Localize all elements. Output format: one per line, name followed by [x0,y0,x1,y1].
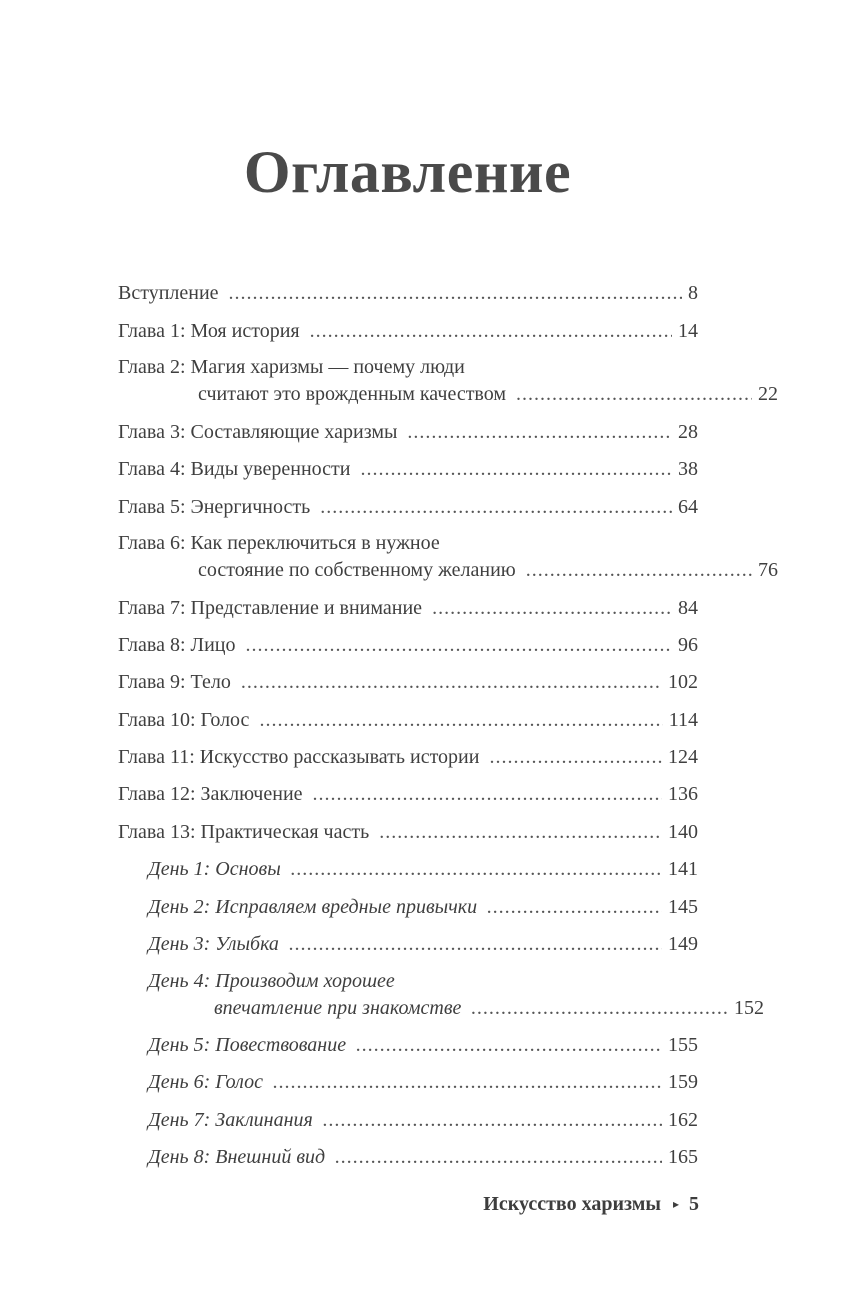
page-number: 5 [689,1193,699,1215]
toc-entry-page: 84 [678,596,698,619]
toc-day-entry[interactable] [118,919,698,956]
toc-day-entry[interactable] [118,956,764,1020]
toc-day-entry[interactable] [118,1020,698,1057]
page-title: Оглавление [243,139,572,205]
toc-entry-page: 136 [668,783,698,806]
dot-leader [259,709,662,732]
toc-entry-page: 152 [734,996,764,1019]
toc-entry[interactable] [118,481,698,518]
toc-day-entry[interactable] [118,1094,698,1131]
toc-day-entry[interactable] [118,1132,698,1169]
dot-leader [361,458,673,481]
toc-entry-page: 96 [678,633,698,656]
toc-entry-page: 38 [678,458,698,481]
dot-leader [289,933,662,956]
toc-entry-page: 28 [678,420,698,443]
toc-entry-label: состояние по собственному желанию [198,559,516,582]
toc-entry[interactable] [118,620,698,657]
toc-entry-page: 8 [688,282,698,305]
toc-entry[interactable] [118,305,698,342]
toc-entry-page: 114 [668,708,698,731]
toc-entry-page: 102 [668,671,698,694]
toc-entry-label: День 8: Внешний вид [148,1146,326,1169]
toc-entry-label: Глава 10: Голос [118,708,250,731]
toc-entry[interactable] [118,343,778,407]
toc-entry-label: считают это врожденным качеством [198,383,507,406]
toc-entry[interactable] [118,769,698,806]
toc-entry-page: 76 [758,559,778,582]
toc-entry-label: Вступление [118,282,219,305]
dot-leader [241,671,662,694]
dot-leader [246,634,673,657]
dot-leader [320,496,672,519]
dot-leader [335,1146,662,1169]
dot-leader [379,821,662,844]
toc-day-entry[interactable] [118,844,698,881]
toc-entry-first-line: День 4: Производим хорошее [148,969,395,992]
toc-entry-page: 64 [678,495,698,518]
toc-entry-page: 159 [668,1071,698,1094]
dot-leader [489,746,662,769]
toc-entry[interactable] [118,519,778,583]
triangle-right-icon: ▸ [672,1197,679,1211]
dot-leader [407,421,672,444]
toc-entry-page: 14 [678,319,698,342]
toc-entry-label: Глава 12: Заключение [118,783,303,806]
dot-leader [471,997,728,1020]
dot-leader [323,1109,662,1132]
dot-leader [487,896,662,919]
dot-leader [313,783,662,806]
toc-day-entry[interactable] [118,1057,698,1094]
dot-leader [291,858,662,881]
toc-entry-label: День 7: Заклинания [148,1108,313,1131]
toc-entry-label: Глава 9: Тело [118,671,231,694]
dot-leader [229,282,682,305]
toc-entry[interactable] [118,268,698,305]
toc-entry[interactable] [118,732,698,769]
toc-entry-label: День 2: Исправляем вредные привычки [148,895,478,918]
dot-leader [273,1071,662,1094]
toc-entry-label: Глава 8: Лицо [118,633,236,656]
toc-entry-first-line: Глава 6: Как переключиться в нужное [118,532,440,555]
toc-entry-label: Глава 13: Практическая часть [118,820,370,843]
toc-entry-label: День 5: Повествование [148,1034,347,1057]
toc-entry-page: 141 [668,858,698,881]
toc-entry-label: Глава 1: Моя история [118,319,300,342]
toc-entry-page: 124 [668,746,698,769]
toc-day-entry[interactable] [118,881,698,918]
toc-entry-page: 22 [758,383,778,406]
toc-entry-label: День 1: Основы [148,858,281,881]
toc-entry-label: День 3: Улыбка [148,933,279,956]
toc-entry-first-line: Глава 2: Магия харизмы — почему люди [118,356,465,379]
toc-entry-page: 145 [668,895,698,918]
toc-entry-label: День 6: Голос [148,1071,263,1094]
dot-leader [310,320,672,343]
toc-entry[interactable] [118,582,698,619]
dot-leader [356,1034,662,1057]
book-title: Искусство харизмы [483,1193,661,1215]
toc-entry-label: Глава 11: Искусство рассказывать истории [118,746,480,769]
toc-entry-label: Глава 5: Энергичность [118,495,311,518]
toc-entry[interactable] [118,657,698,694]
dot-leader [516,383,752,406]
toc-entry-label: Глава 3: Составляющие харизмы [118,420,398,443]
table-of-contents [118,268,778,1169]
dot-leader [432,597,672,620]
running-footer [483,1193,699,1216]
toc-entry-page: 140 [668,820,698,843]
toc-entry-page: 162 [668,1108,698,1131]
toc-entry-label: Глава 4: Виды уверенности [118,458,351,481]
toc-entry-page: 165 [668,1146,698,1169]
toc-entry[interactable] [118,694,698,731]
toc-entry-page: 149 [668,933,698,956]
toc-entry[interactable] [118,444,698,481]
toc-entry-page: 155 [668,1034,698,1057]
toc-entry[interactable] [118,406,698,443]
dot-leader [526,559,752,582]
toc-entry[interactable] [118,806,698,843]
toc-entry-label: впечатление при знакомстве [214,996,462,1019]
toc-entry-label: Глава 7: Представление и внимание [118,596,423,619]
